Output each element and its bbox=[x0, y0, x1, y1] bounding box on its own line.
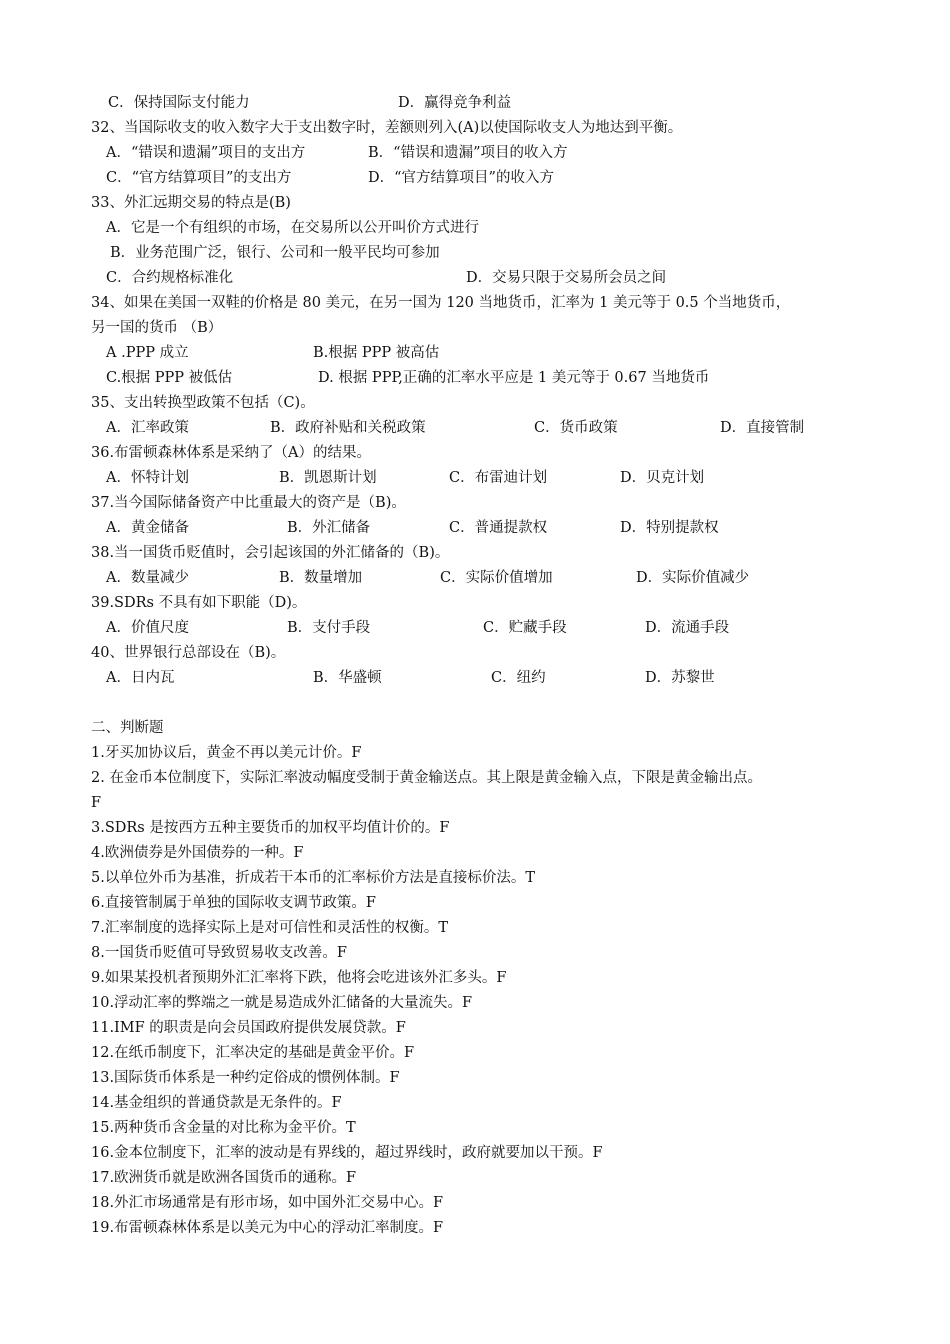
q40-option-d: D．苏黎世 bbox=[645, 670, 715, 686]
tf-item-text: 14.基金组织的普通贷款是无条件的。F bbox=[91, 1095, 342, 1111]
q33-option-d: D．交易只限于交易所会员之间 bbox=[466, 270, 667, 286]
q34-stem-text1: 34、如果在美国一双鞋的价格是 80 美元，在另一国为 120 当地货币，汇率为 1 美元等于 0.5 个当地货币， bbox=[91, 295, 791, 311]
tf-item-text: 3.SDRs 是按西方五种主要货币的加权平均值计价的。F bbox=[91, 820, 450, 836]
q33-stem-text: 33、外汇远期交易的特点是(B) bbox=[91, 195, 291, 211]
q35-option-a: A．汇率政策 bbox=[106, 420, 189, 436]
tf-item-text: 6.直接管制属于单独的国际收支调节政策。F bbox=[91, 895, 376, 911]
q35-option-b: B．政府补贴和关税政策 bbox=[270, 420, 426, 436]
q36-option-d: D．贝克计划 bbox=[620, 470, 705, 486]
q40-option-b: B．华盛顿 bbox=[313, 670, 382, 686]
tf-item-text: 1.牙买加协议后，黄金不再以美元计价。F bbox=[91, 745, 362, 761]
q34-option-b: B.根据 PPP 被高估 bbox=[313, 345, 440, 361]
q38-option-d: D．实际价值减少 bbox=[636, 570, 750, 586]
q31-option-c: C．保持国际支付能力 bbox=[108, 95, 250, 111]
q37-stem-text: 37.当今国际储备资产中比重最大的资产是（B)。 bbox=[91, 495, 406, 511]
q33-option-b: B．业务范围广泛，银行、公司和一般平民均可参加 bbox=[110, 245, 440, 261]
q39-stem-text: 39.SDRs 不具有如下职能（D)。 bbox=[91, 595, 307, 611]
q34-option-c: C.根据 PPP 被低估 bbox=[106, 370, 233, 386]
q34-option-d: D. 根据 PPP,正确的汇率水平应是 1 美元等于 0.67 当地货币 bbox=[318, 370, 710, 386]
tf-item-text: 10.浮动汇率的弊端之一就是易造成外汇储备的大量流失。F bbox=[91, 995, 473, 1011]
q39-option-b: B．支付手段 bbox=[287, 620, 371, 636]
tf-item-text: F bbox=[91, 795, 102, 811]
q33-option-a: A．它是一个有组织的市场，在交易所以公开叫价方式进行 bbox=[106, 220, 479, 236]
q33-option-c: C．合约规格标准化 bbox=[106, 270, 234, 286]
tf-item-text: 19.布雷顿森林体系是以美元为中心的浮动汇率制度。F bbox=[91, 1220, 444, 1236]
tf-item-text: 4.欧洲债券是外国债券的一种。F bbox=[91, 845, 304, 861]
tf-item-text: 13.国际货币体系是一种约定俗成的惯例体制。F bbox=[91, 1070, 400, 1086]
q38-stem-text: 38.当一国货币贬值时，会引起该国的外汇储备的（B)。 bbox=[91, 545, 450, 561]
q36-stem-text: 36.布雷顿森林体系是采纳了（A）的结果。 bbox=[91, 445, 372, 461]
q37-option-c: C．普通提款权 bbox=[449, 520, 548, 536]
tf-heading-text: 二、判断题 bbox=[91, 720, 164, 736]
q32-option-a: A．“错误和遗漏”项目的支出方 bbox=[106, 145, 306, 161]
q34-option-a: A .PPP 成立 bbox=[106, 345, 189, 361]
q35-stem-text: 35、支出转换型政策不包括（C)。 bbox=[91, 395, 315, 411]
q37-option-d: D．特别提款权 bbox=[620, 520, 719, 536]
tf-item-text: 12.在纸币制度下，汇率决定的基础是黄金平价。F bbox=[91, 1045, 415, 1061]
q38-option-b: B．数量增加 bbox=[279, 570, 363, 586]
tf-item-text: 7.汇率制度的选择实际上是对可信性和灵活性的权衡。T bbox=[91, 920, 449, 936]
q39-option-d: D．流通手段 bbox=[645, 620, 730, 636]
q38-option-c: C．实际价值增加 bbox=[440, 570, 553, 586]
tf-item-text: 16.金本位制度下，汇率的波动是有界线的，超过界线时，政府就要加以干预。F bbox=[91, 1145, 603, 1161]
q40-option-c: C．纽约 bbox=[491, 670, 546, 686]
q36-option-c: C．布雷迪计划 bbox=[449, 470, 548, 486]
q40-stem-text: 40、世界银行总部设在（B)。 bbox=[91, 645, 286, 661]
q36-option-b: B．凯恩斯计划 bbox=[279, 470, 377, 486]
tf-item-text: 2. 在金币本位制度下，实际汇率波动幅度受制于黄金输送点。其上限是黄金输入点，下限是黄金输出点。 bbox=[91, 770, 762, 786]
q32-option-d: D．“官方结算项目”的收入方 bbox=[368, 170, 554, 186]
q32-option-c: C．“官方结算项目”的支出方 bbox=[106, 170, 292, 186]
tf-item-text: 17.欧洲货币就是欧洲各国货币的通称。F bbox=[91, 1170, 357, 1186]
q36-option-a: A．怀特计划 bbox=[106, 470, 189, 486]
q39-option-a: A．价值尺度 bbox=[106, 620, 189, 636]
q40-option-a: A．日内瓦 bbox=[106, 670, 175, 686]
q32-stem-text: 32、当国际收支的收入数字大于支出数字时，差额则列入(A)以使国际收支人为地达到平衡。 bbox=[91, 120, 683, 136]
q34-stem-text2: 另一国的货币 （B） bbox=[91, 320, 223, 336]
q32-option-b: B．“错误和遗漏”项目的收入方 bbox=[368, 145, 568, 161]
tf-item-text: 9.如果某投机者预期外汇汇率将下跌，他将会吃进该外汇多头。F bbox=[91, 970, 507, 986]
q39-option-c: C．贮藏手段 bbox=[483, 620, 567, 636]
tf-item-text: 8.一国货币贬值可导致贸易收支改善。F bbox=[91, 945, 347, 961]
q35-option-d: D．直接管制 bbox=[720, 420, 805, 436]
q37-option-b: B．外汇储备 bbox=[287, 520, 371, 536]
tf-item-text: 5.以单位外币为基准，折成若干本币的汇率标价方法是直接标价法。T bbox=[91, 870, 536, 886]
tf-item-text: 15.两种货币含金量的对比称为金平价。T bbox=[91, 1120, 356, 1136]
tf-item-text: 11.IMF 的职责是向会员国政府提供发展贷款。F bbox=[91, 1020, 406, 1036]
q35-option-c: C．货币政策 bbox=[534, 420, 618, 436]
q38-option-a: A．数量减少 bbox=[106, 570, 189, 586]
tf-item-text: 18.外汇市场通常是有形市场，如中国外汇交易中心。F bbox=[91, 1195, 444, 1211]
q31-option-d: D．赢得竞争利益 bbox=[398, 95, 512, 111]
q37-option-a: A．黄金储备 bbox=[106, 520, 189, 536]
